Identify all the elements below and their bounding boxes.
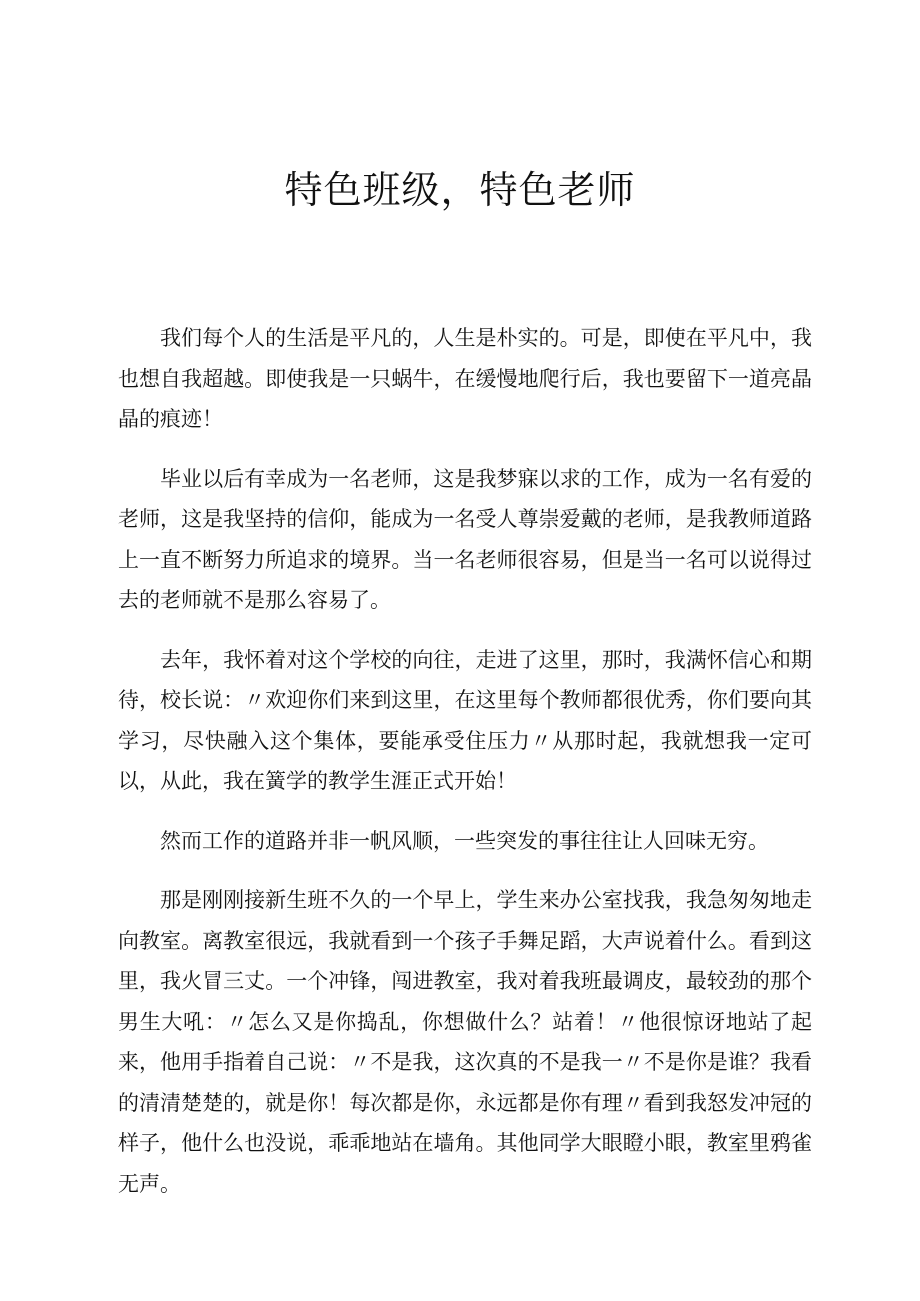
paragraph-4: 然而工作的道路并非一帆风顺，一些突发的事往往让人回味无穷。 xyxy=(160,828,769,853)
paragraph-3: 去年，我怀着对这个学校的向往，走进了这里，那时，我满怀信心和期待，校长说：〃欢迎你们来到这里，在这里每个教师都很优秀，你们要向其学习，尽快融入这个集体，要能承受住压力〃从那时起，我就想我一定可以，从此，我在簧学的教学生涯正式开始！ xyxy=(118,647,812,793)
page-title: 特色班级，特色老师 xyxy=(284,168,636,212)
paragraph-1: 我们每个人的生活是平凡的，人生是朴实的。可是，即使在平凡中，我也想自我超越。即使我是一只蜗牛，在缓慢地爬行后，我也要留下一道亮晶晶的痕迹！ xyxy=(118,326,812,431)
paragraph-5: 那是刚刚接新生班不久的一个早上，学生来办公室找我，我急匆匆地走向教室。离教室很远，我就看到一个孩子手舞足蹈，大声说着什么。看到这里，我火冒三丈。一个冲锋，闯进教室，我对着我班最调皮，最较劲的那个男生大吼：〃怎么又是你捣乱，你想做什么？站着！〃他很惊讶地站了起来，他用手指着自己说：〃不是我，这次真的不是我一〃不是你是谁？我看的清清楚楚的，就是你！每次都是你，永远都是你有理〃看到我怒发冲冠的样子，他什么也没说，乖乖地站在墙角。其他同学大眼瞪小眼，教室里鸦雀无声。 xyxy=(118,888,812,1196)
document-body xyxy=(118,318,812,1223)
paragraph-2: 毕业以后有幸成为一名老师，这是我梦寐以求的工作，成为一名有爱的老师，这是我坚持的信仰，能成为一名受人尊崇爱戴的老师，是我教师道路上一直不断努力所追求的境界。当一名老师很容易，但是当一名可以说得过去的老师就不是那么容易了。 xyxy=(118,466,812,612)
